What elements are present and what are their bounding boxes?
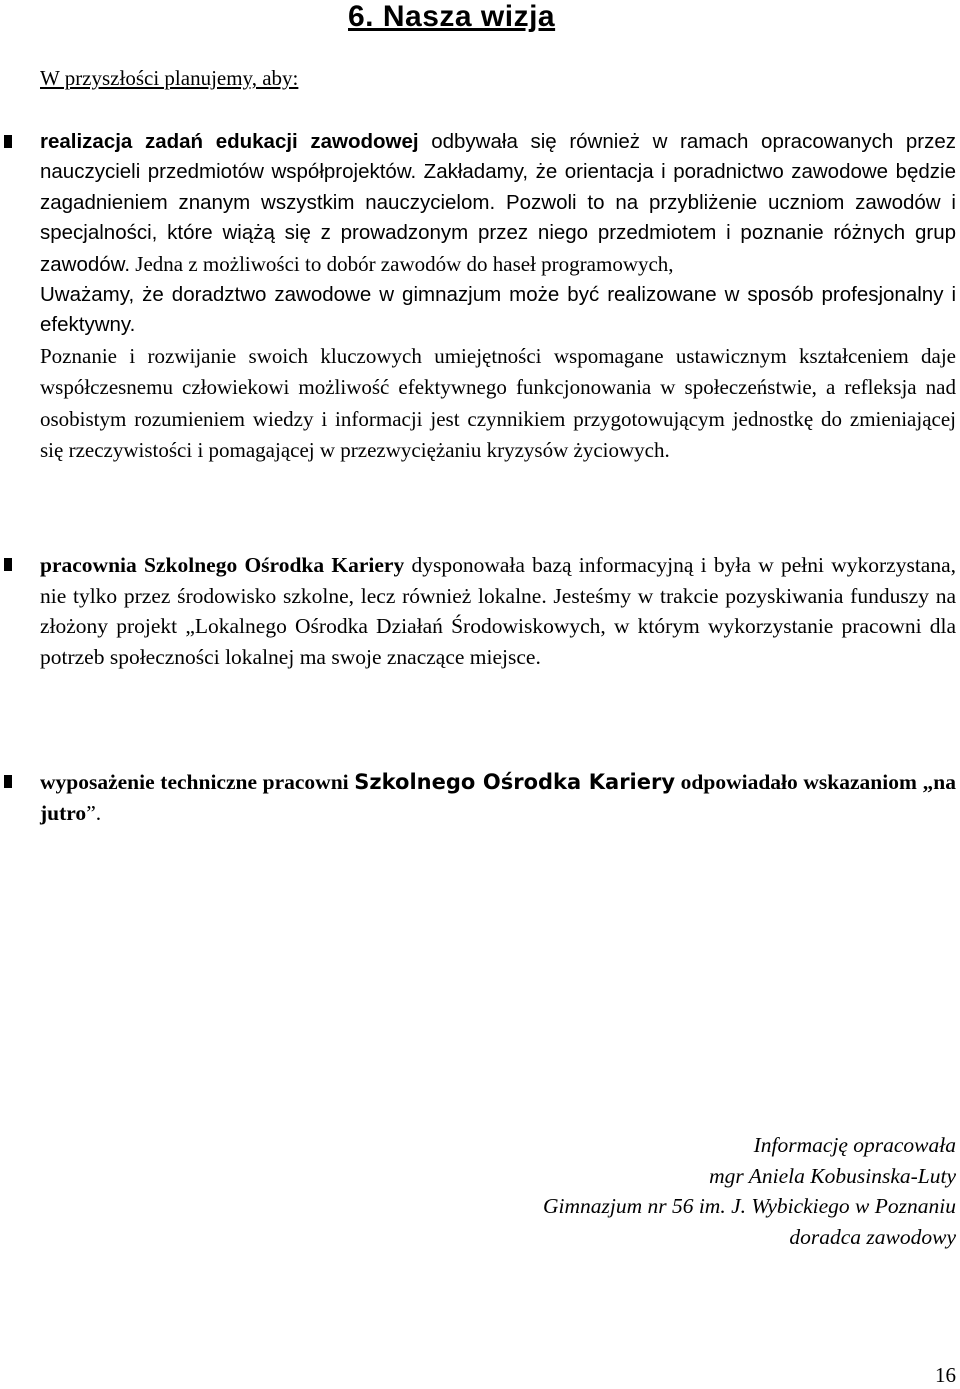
item2-text: dysponowała bazą informacyjną i była w pełni wykorzystana, nie tylko przez środowisko szkolne, lecz również lokalne. Jesteśmy w trakcie pozyskiwania funduszy na złożony projekt „Lokalnego Ośrodka Działań Środowiskowych, w którym wykorzystanie pracowni dla potrzeb społeczności lokalnej ma swoje znaczące miejsce. [40, 553, 957, 669]
signature-line-3: Gimnazjum nr 56 im. J. Wybickiego w Poznaniu [542, 1194, 956, 1218]
signature-block [543, 1130, 956, 1252]
paragraph-item-3 [40, 767, 956, 829]
item3-end: ”. [86, 801, 102, 825]
signature-line-1: Informację opracowała [753, 1133, 956, 1157]
bullet-square-icon [4, 135, 12, 148]
paragraph-item-1 [40, 127, 956, 466]
item1-text-b: Jedna z możliwości to dobór zawodów do haseł programowych, [130, 251, 674, 276]
item1-bold: realizacja zadań edukacji zawodowej [40, 130, 419, 153]
item3-bold-sans: Szkolnego Ośrodka Kariery [354, 770, 676, 794]
signature-line-2: mgr Aniela Kobusinska-Luty [709, 1163, 956, 1188]
intro-line: W przyszłości planujemy, aby: [40, 66, 299, 90]
bullet-square-icon [4, 558, 12, 571]
page-number: 16 [935, 1363, 956, 1387]
item3-bold-a: wyposażenie techniczne pracowni [40, 770, 355, 794]
section-title: 6. Nasza wizja [348, 0, 556, 33]
item1-text-c: Uważamy, że doradztwo zawodowe w gimnazjum może być realizowane w sposób profesjonalny i efektywny. [40, 283, 956, 337]
item1-text-a: odbywała się również w ramach opracowanych przez nauczycieli przedmiotów współprojektów. Zakładamy, że orientacja i poradnictwo zawodowe będzie zagadnieniem znanym wszystkim nauczycielom. Pozwoli to na przybliżenie uczniom zawodów i specjalności, które wiążą się z prowadzonym przez niego przedmiotem i poznanie różnych grup zawodów. [40, 130, 957, 276]
signature-line-4: doradca zawodowy [789, 1224, 956, 1249]
item2-bold: pracownia Szkolnego Ośrodka Kariery [40, 553, 405, 577]
item1-text-d: Poznanie i rozwijanie swoich kluczowych umiejętności wspomagane ustawicznym kształceniem daje współczesnemu człowiekowi możliwość efektywnego funkcjonowania w społeczeństwie, a refleksja nad osobistym rozumieniem wiedzy i informacji jest czynnikiem przygotowującym jednostkę do zmieniającej się rzeczywistości i pomagającej w przezwyciężaniu kryzysów życiowych. [40, 343, 956, 463]
bullet-square-icon [4, 775, 12, 788]
paragraph-item-2 [40, 550, 956, 672]
item3-bold-b: odpowiadało wskazaniom „na jutro [40, 770, 956, 825]
